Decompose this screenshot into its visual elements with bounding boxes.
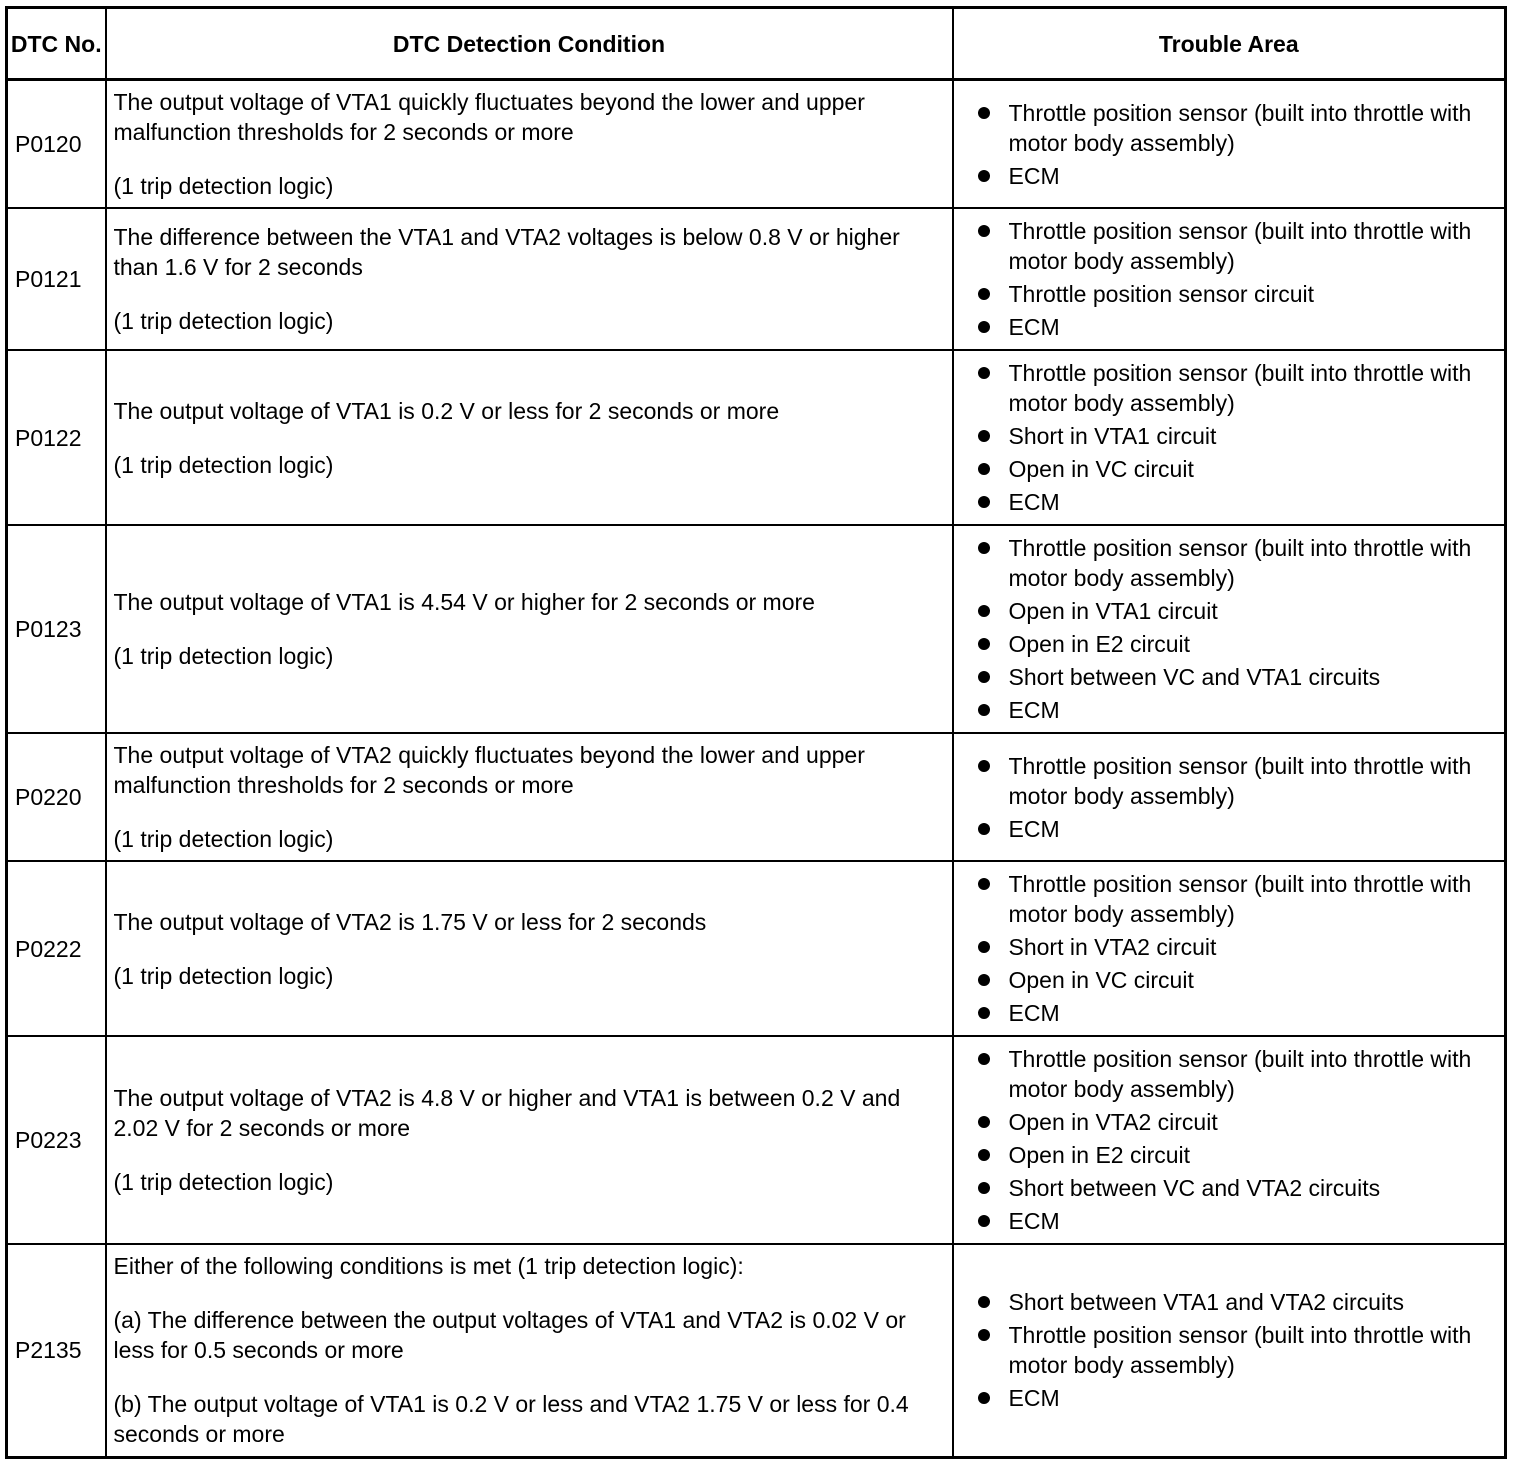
list-item xyxy=(978,533,1499,593)
bullet-icon xyxy=(978,463,990,475)
condition-text: (1 trip detection logic) xyxy=(113,308,334,334)
bullet-icon xyxy=(978,704,990,716)
bullet-icon xyxy=(978,1116,990,1128)
list-item xyxy=(978,1383,1499,1413)
list-item xyxy=(978,662,1499,692)
condition-text: (1 trip detection logic) xyxy=(113,173,334,199)
dtc-code: P0223 xyxy=(7,1036,106,1244)
list-item xyxy=(978,629,1499,659)
bullet-icon xyxy=(978,430,990,442)
trouble-area-text: Throttle position sensor circuit xyxy=(1008,281,1315,307)
trouble-area-text: Short in VTA1 circuit xyxy=(1008,423,1217,449)
bullet-icon xyxy=(978,974,990,986)
trouble-area-text: Open in VC circuit xyxy=(1008,967,1194,993)
trouble-area-list xyxy=(978,358,1499,517)
list-item xyxy=(978,1140,1499,1170)
list-item xyxy=(978,454,1499,484)
detection-condition xyxy=(106,1244,953,1457)
dtc-code: P0220 xyxy=(7,733,106,861)
trouble-area-text: Open in E2 circuit xyxy=(1008,631,1191,657)
list-item xyxy=(978,1107,1499,1137)
list-item xyxy=(978,161,1499,191)
trouble-area-text: ECM xyxy=(1008,1208,1060,1234)
bullet-icon xyxy=(978,878,990,890)
trouble-area xyxy=(953,861,1506,1036)
condition-text: The output voltage of VTA1 is 0.2 V or less for 2 seconds or more xyxy=(113,397,780,424)
condition-text: (1 trip detection logic) xyxy=(113,826,334,852)
bullet-icon xyxy=(978,1392,990,1404)
table-row xyxy=(7,1244,1506,1457)
bullet-icon xyxy=(978,823,990,835)
dtc-code: P0222 xyxy=(7,861,106,1036)
trouble-area-text: ECM xyxy=(1008,489,1060,515)
trouble-area-text: Throttle position sensor (built into throttle with motor body assembly) xyxy=(1008,218,1472,274)
bullet-icon xyxy=(978,760,990,772)
list-item xyxy=(978,1206,1499,1236)
bullet-icon xyxy=(978,1296,990,1308)
header-detection-condition: DTC Detection Condition xyxy=(106,8,953,80)
trouble-area-text: ECM xyxy=(1008,1000,1060,1026)
condition-text: Either of the following conditions is met (1 trip detection logic): xyxy=(113,1253,744,1280)
detection-condition xyxy=(106,733,953,861)
dtc-code: P2135 xyxy=(7,1244,106,1457)
dtc-code: P0121 xyxy=(7,208,106,350)
trouble-area xyxy=(953,350,1506,525)
list-item xyxy=(978,312,1499,342)
trouble-area-text: Open in VTA2 circuit xyxy=(1008,1109,1218,1135)
trouble-area-text: Open in VC circuit xyxy=(1008,456,1194,482)
trouble-area-text: ECM xyxy=(1008,1385,1060,1412)
table-row xyxy=(7,861,1506,1036)
condition-text: (b) The output voltage of VTA1 is 0.2 V or less and VTA2 1.75 V or less for 0.4 seconds or more xyxy=(113,1391,909,1448)
condition-text: (a) The difference between the output voltages of VTA1 and VTA2 is 0.02 V or less for 0.5 seconds or more xyxy=(113,1307,906,1364)
list-item xyxy=(978,98,1499,158)
list-item xyxy=(978,965,1499,995)
detection-condition xyxy=(106,861,953,1036)
condition-text: (1 trip detection logic) xyxy=(113,451,334,478)
list-item xyxy=(978,487,1499,517)
bullet-icon xyxy=(978,367,990,379)
list-item xyxy=(978,421,1499,451)
condition-text: The output voltage of VTA2 quickly fluctuates beyond the lower and upper malfunction thresholds for 2 seconds or more xyxy=(113,742,865,798)
trouble-area-text: ECM xyxy=(1008,815,1060,842)
trouble-area-text: Throttle position sensor (built into throttle with motor body assembly) xyxy=(1008,752,1472,809)
table-row xyxy=(7,1036,1506,1244)
table-row xyxy=(7,208,1506,350)
bullet-icon xyxy=(978,1053,990,1065)
list-item xyxy=(978,358,1499,418)
bullet-icon xyxy=(978,1149,990,1161)
trouble-area-text: ECM xyxy=(1008,314,1060,340)
trouble-area-list xyxy=(978,1287,1499,1413)
list-item xyxy=(978,279,1499,309)
bullet-icon xyxy=(978,288,990,300)
trouble-area xyxy=(953,525,1506,733)
bullet-icon xyxy=(978,107,990,119)
detection-condition xyxy=(106,208,953,350)
condition-text: The output voltage of VTA1 quickly fluctuates beyond the lower and upper malfunction thresholds for 2 seconds or more xyxy=(113,89,865,145)
trouble-area-text: Open in VTA1 circuit xyxy=(1008,598,1218,624)
bullet-icon xyxy=(978,542,990,554)
detection-condition xyxy=(106,525,953,733)
trouble-area-list xyxy=(978,869,1499,1028)
dtc-code: P0122 xyxy=(7,350,106,525)
bullet-icon xyxy=(978,941,990,953)
trouble-area-text: Open in E2 circuit xyxy=(1008,1142,1191,1168)
trouble-area xyxy=(953,208,1506,350)
bullet-icon xyxy=(978,638,990,650)
bullet-icon xyxy=(978,1329,990,1341)
trouble-area-text: Throttle position sensor (built into throttle with motor body assembly) xyxy=(1008,1322,1472,1379)
table-row xyxy=(7,733,1506,861)
trouble-area-text: Short between VC and VTA2 circuits xyxy=(1008,1175,1381,1201)
trouble-area-text: ECM xyxy=(1008,162,1060,189)
trouble-area-list xyxy=(978,751,1499,844)
trouble-area-text: ECM xyxy=(1008,697,1060,723)
trouble-area-text: Throttle position sensor (built into throttle with motor body assembly) xyxy=(1008,360,1472,416)
list-item xyxy=(978,932,1499,962)
list-item xyxy=(978,1173,1499,1203)
trouble-area-text: Throttle position sensor (built into throttle with motor body assembly) xyxy=(1008,871,1472,927)
trouble-area-text: Throttle position sensor (built into throttle with motor body assembly) xyxy=(1008,1046,1472,1102)
list-item xyxy=(978,216,1499,276)
header-row xyxy=(7,8,1506,80)
detection-condition xyxy=(106,1036,953,1244)
dtc-code: P0120 xyxy=(7,80,106,209)
list-item xyxy=(978,695,1499,725)
condition-text: The output voltage of VTA1 is 4.54 V or higher for 2 seconds or more xyxy=(113,589,815,615)
condition-text: The output voltage of VTA2 is 1.75 V or less for 2 seconds xyxy=(113,908,707,935)
bullet-icon xyxy=(978,1007,990,1019)
detection-condition xyxy=(106,80,953,209)
condition-text: The difference between the VTA1 and VTA2 voltages is below 0.8 V or higher than 1.6 V for 2 seconds xyxy=(113,224,900,280)
trouble-area-list xyxy=(978,216,1499,342)
condition-text: (1 trip detection logic) xyxy=(113,1169,334,1195)
bullet-icon xyxy=(978,321,990,333)
trouble-area-text: Throttle position sensor (built into throttle with motor body assembly) xyxy=(1008,535,1472,591)
table-row xyxy=(7,350,1506,525)
condition-text: (1 trip detection logic) xyxy=(113,643,334,669)
bullet-icon xyxy=(978,671,990,683)
bullet-icon xyxy=(978,1215,990,1227)
header-trouble-area: Trouble Area xyxy=(953,8,1506,80)
bullet-icon xyxy=(978,170,990,182)
trouble-area-text: Short in VTA2 circuit xyxy=(1008,934,1217,960)
trouble-area xyxy=(953,1036,1506,1244)
list-item xyxy=(978,814,1499,844)
trouble-area xyxy=(953,733,1506,861)
dtc-table xyxy=(5,6,1507,1459)
list-item xyxy=(978,1287,1499,1317)
list-item xyxy=(978,1044,1499,1104)
header-dtc-no: DTC No. xyxy=(7,8,106,80)
trouble-area xyxy=(953,80,1506,209)
trouble-area-list xyxy=(978,533,1499,725)
list-item xyxy=(978,751,1499,811)
list-item xyxy=(978,1320,1499,1380)
bullet-icon xyxy=(978,496,990,508)
condition-text: (1 trip detection logic) xyxy=(113,962,334,989)
detection-condition xyxy=(106,350,953,525)
list-item xyxy=(978,869,1499,929)
trouble-area-text: Short between VTA1 and VTA2 circuits xyxy=(1008,1289,1404,1316)
table-body xyxy=(7,80,1506,1458)
trouble-area-text: Throttle position sensor (built into throttle with motor body assembly) xyxy=(1008,99,1472,156)
bullet-icon xyxy=(978,225,990,237)
list-item xyxy=(978,596,1499,626)
bullet-icon xyxy=(978,1182,990,1194)
bullet-icon xyxy=(978,605,990,617)
condition-text: The output voltage of VTA2 is 4.8 V or higher and VTA1 is between 0.2 V and 2.02 V for 2 seconds or more xyxy=(113,1085,901,1141)
list-item xyxy=(978,998,1499,1028)
dtc-code: P0123 xyxy=(7,525,106,733)
table-row xyxy=(7,525,1506,733)
trouble-area xyxy=(953,1244,1506,1457)
trouble-area-list xyxy=(978,98,1499,191)
trouble-area-text: Short between VC and VTA1 circuits xyxy=(1008,664,1381,690)
table-row xyxy=(7,80,1506,209)
trouble-area-list xyxy=(978,1044,1499,1236)
